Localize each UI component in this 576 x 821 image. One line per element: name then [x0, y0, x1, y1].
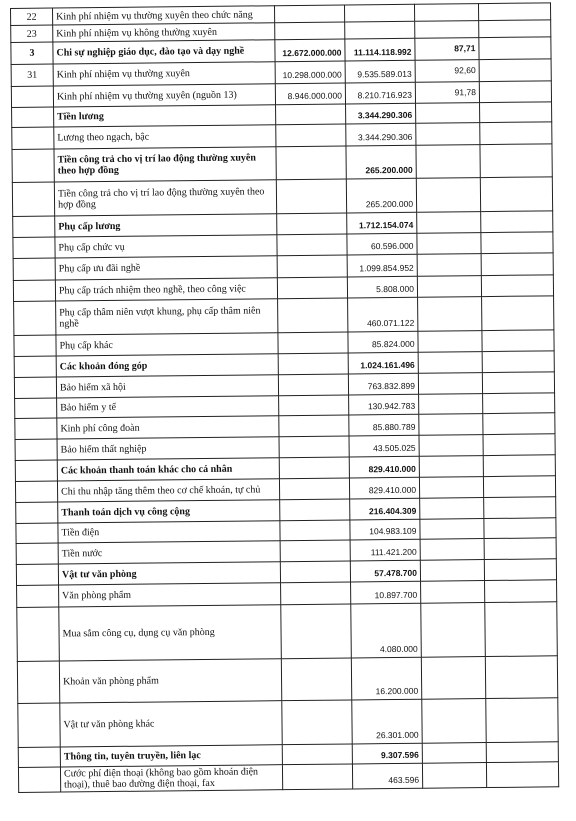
actual-amount: 11.114.118.992	[345, 38, 415, 61]
empty-cell	[484, 497, 556, 519]
row-number	[15, 418, 57, 439]
row-label: Văn phòng phẩm	[59, 583, 281, 607]
plan-amount	[277, 277, 347, 299]
empty-cell	[480, 144, 552, 178]
row-number	[15, 398, 57, 418]
actual-amount: 8.210.716.923	[345, 82, 415, 104]
actual-amount: 111.421.200	[350, 539, 420, 561]
empty-cell	[483, 476, 555, 498]
actual-amount: 26.301.000	[352, 699, 422, 744]
empty-cell	[479, 59, 551, 82]
row-label: Kinh phí nhiệm vụ thường xuyên	[53, 62, 275, 86]
row-number	[11, 86, 53, 107]
row-label: Phụ cấp ưu đãi nghề	[55, 256, 277, 280]
actual-amount	[345, 21, 415, 39]
empty-cell	[479, 20, 551, 38]
percent-value	[417, 233, 481, 255]
row-label: Khoản văn phòng phẩm	[59, 659, 281, 703]
plan-amount: 10.298.000.000	[275, 61, 345, 84]
percent-value	[414, 4, 478, 22]
row-number: 22	[11, 8, 53, 25]
table-row	[14, 296, 554, 336]
empty-cell	[486, 742, 558, 763]
percent-value	[420, 560, 484, 582]
empty-cell	[483, 393, 555, 414]
empty-cell	[481, 275, 553, 297]
row-label: Phụ cấp khác	[56, 333, 278, 356]
percent-value: 91,78	[415, 82, 479, 104]
row-label: Vật tư văn phòng	[58, 562, 280, 585]
actual-amount: 130.942.783	[349, 394, 419, 415]
actual-amount: 3.344.290.306	[346, 123, 416, 146]
row-number	[17, 607, 60, 661]
plan-amount	[277, 255, 347, 278]
row-label: Phụ cấp thâm niên vượt khung, phụ cấp thâm niên nghề	[56, 299, 278, 335]
empty-cell	[486, 698, 558, 743]
row-label: Bảo hiểm thất nghiệp	[57, 437, 279, 460]
row-label: Tiền nước	[58, 541, 280, 564]
empty-cell	[478, 3, 550, 21]
actual-amount: 3.344.290.306	[346, 103, 416, 124]
expenditure-table	[10, 2, 559, 793]
plan-amount	[276, 124, 346, 147]
row-number	[14, 335, 56, 356]
plan-amount	[278, 374, 348, 396]
percent-value	[415, 21, 479, 39]
plan-amount	[279, 436, 349, 458]
empty-cell	[482, 351, 554, 373]
row-number	[15, 439, 57, 460]
percent-value	[420, 498, 484, 520]
empty-cell	[482, 372, 554, 394]
percent-value	[419, 477, 483, 499]
empty-cell	[479, 37, 551, 60]
plan-amount	[282, 744, 352, 765]
percent-value	[416, 103, 480, 124]
actual-amount: 57.478.700	[350, 560, 420, 582]
table-body	[11, 3, 559, 793]
plan-amount	[280, 520, 350, 541]
empty-cell	[481, 253, 553, 276]
actual-amount: 763.832.899	[348, 373, 418, 395]
actual-amount: 1.099.854.952	[347, 254, 417, 277]
plan-amount: 8.946.000.000	[275, 83, 345, 105]
percent-value	[418, 373, 482, 395]
row-number	[18, 767, 60, 792]
actual-amount: 43.505.025	[349, 435, 419, 457]
row-label: Thông tin, tuyên truyền, liên lạc	[60, 745, 282, 767]
percent-value	[418, 297, 482, 332]
actual-amount: 9.535.589.013	[345, 60, 415, 83]
plan-amount	[281, 604, 352, 659]
empty-cell	[482, 330, 554, 352]
actual-amount: 85.824.000	[348, 331, 418, 353]
row-label: Bảo hiểm y tế	[57, 396, 279, 418]
empty-cell	[486, 762, 558, 788]
empty-cell	[485, 656, 557, 699]
plan-amount	[280, 540, 350, 562]
percent-value: 87,71	[415, 38, 479, 61]
actual-amount: 5.808.000	[347, 276, 417, 298]
row-label: Thanh toán dịch vụ công cộng	[58, 500, 280, 523]
plan-amount	[279, 457, 349, 479]
row-label: Kinh phí công đoàn	[57, 416, 279, 439]
row-label: Các khoản thanh toán khác cho cá nhân	[57, 458, 279, 481]
row-number	[17, 585, 59, 607]
row-label: Tiền lương	[54, 105, 276, 127]
empty-cell	[484, 538, 556, 560]
percent-value	[420, 539, 484, 561]
table-row	[17, 656, 557, 704]
row-number	[18, 703, 60, 747]
row-label: Phụ cấp lương	[55, 214, 277, 237]
table-row	[18, 762, 558, 793]
actual-amount: 829.410.000	[349, 477, 419, 499]
plan-amount	[276, 104, 346, 125]
percent-value	[422, 743, 486, 764]
row-number	[15, 481, 57, 502]
row-number	[14, 377, 56, 398]
plan-amount	[275, 22, 345, 40]
actual-amount: 1.024.161.496	[348, 352, 418, 374]
row-label: Phụ cấp trách nhiệm theo nghề, theo công việc	[55, 278, 277, 301]
row-label: Cước phí điện thoại (không bao gồm khoán điện thoại), thuê bao đường điện thoại, fax	[60, 765, 282, 792]
plan-amount	[280, 561, 350, 583]
empty-cell	[483, 434, 555, 456]
row-label: Tiền công trả cho vị trí lao động thường xuyên theo hợp đồng	[54, 180, 276, 216]
row-number: 3	[11, 42, 53, 64]
percent-value	[418, 352, 482, 374]
percent-value	[416, 145, 480, 179]
actual-amount: 85.880.789	[349, 414, 419, 436]
percent-value	[417, 254, 481, 277]
percent-value: 92,60	[415, 60, 479, 83]
actual-amount	[344, 4, 414, 22]
plan-amount	[278, 353, 348, 375]
row-number	[13, 258, 55, 280]
empty-cell	[483, 455, 555, 477]
row-label: Phụ cấp chức vụ	[55, 235, 277, 258]
plan-amount	[280, 499, 350, 521]
plan-amount	[276, 146, 346, 180]
plan-amount	[279, 395, 349, 416]
row-number: 31	[11, 64, 53, 86]
row-number	[12, 149, 54, 182]
row-number	[18, 747, 60, 767]
percent-value	[418, 331, 482, 353]
actual-amount: 265.200.000	[346, 178, 416, 213]
row-number	[12, 107, 54, 127]
plan-amount	[279, 478, 349, 500]
actual-amount: 216.404.309	[350, 498, 420, 520]
row-label: Bảo hiểm xã hội	[56, 375, 278, 398]
table-row	[18, 698, 558, 748]
row-number	[16, 543, 58, 564]
percent-value	[419, 394, 483, 415]
actual-amount: 463.596	[352, 763, 422, 789]
actual-amount: 16.200.000	[351, 657, 421, 700]
row-number	[16, 564, 58, 585]
table-row	[17, 602, 558, 662]
percent-value	[422, 699, 486, 744]
row-label: Tiền điện	[58, 521, 280, 543]
row-number	[16, 502, 58, 523]
percent-value	[419, 456, 483, 478]
percent-value	[422, 763, 486, 789]
percent-value	[419, 435, 483, 457]
actual-amount: 60.596.000	[347, 233, 417, 255]
row-label: Kinh phí nhiệm vụ không thường xuyên	[53, 23, 275, 42]
plan-amount	[274, 5, 344, 23]
plan-amount	[281, 582, 351, 605]
empty-cell	[485, 602, 558, 657]
row-label: Tiền công trả cho vị trí lao động thường xuyên theo hợp đồng	[54, 147, 276, 182]
plan-amount	[278, 298, 348, 333]
row-number	[13, 237, 55, 258]
empty-cell	[480, 122, 552, 145]
percent-value	[417, 212, 481, 234]
row-label: Các khoản đóng góp	[56, 354, 278, 377]
row-label: Kinh phí nhiệm vụ thường xuyên theo chức năng	[53, 6, 275, 25]
actual-amount: 10.897.700	[351, 581, 421, 604]
row-number	[13, 216, 55, 237]
percent-value	[416, 123, 480, 146]
table-row	[12, 177, 552, 217]
empty-cell	[484, 559, 556, 581]
row-label: Kinh phí nhiệm vụ thường xuyên (nguồn 13)	[53, 84, 275, 107]
plan-amount	[276, 179, 346, 214]
empty-cell	[485, 580, 557, 603]
row-number	[14, 356, 56, 377]
empty-cell	[484, 518, 556, 539]
row-number	[17, 661, 59, 703]
plan-amount: 12.672.000.000	[275, 39, 345, 62]
actual-amount: 829.410.000	[349, 456, 419, 478]
plan-amount	[282, 764, 352, 790]
percent-value	[416, 178, 480, 213]
row-number	[13, 280, 55, 301]
row-number: 23	[11, 25, 53, 42]
empty-cell	[481, 211, 553, 233]
actual-amount: 104.983.109	[350, 519, 420, 540]
percent-value	[417, 276, 481, 298]
empty-cell	[479, 81, 551, 103]
plan-amount	[277, 234, 347, 256]
row-number	[15, 460, 57, 481]
percent-value	[419, 414, 483, 436]
row-number	[16, 523, 58, 543]
row-number	[14, 301, 56, 335]
row-label: Chi sự nghiệp giáo dục, đào tạo và dạy nghề	[53, 40, 275, 64]
empty-cell	[482, 296, 554, 331]
empty-cell	[481, 232, 553, 254]
row-number	[12, 127, 54, 149]
actual-amount: 1.712.154.074	[347, 212, 417, 234]
plan-amount	[278, 332, 348, 354]
actual-amount: 460.071.122	[348, 297, 418, 332]
row-label: Mua sắm công cụ, dụng cụ văn phòng	[59, 605, 282, 661]
plan-amount	[279, 415, 349, 437]
actual-amount: 9.307.596	[352, 743, 422, 764]
empty-cell	[480, 177, 552, 212]
empty-cell	[483, 413, 555, 435]
plan-amount	[281, 658, 351, 701]
empty-cell	[480, 102, 552, 123]
row-label: Chi thu nhập tăng thêm theo cơ chế khoán, tự chủ	[57, 479, 279, 502]
percent-value	[421, 657, 485, 700]
row-label: Lương theo ngạch, bậc	[54, 125, 276, 149]
actual-amount: 265.200.000	[346, 145, 416, 179]
plan-amount	[277, 213, 347, 235]
row-number	[12, 182, 54, 216]
actual-amount: 4.080.000	[351, 603, 422, 658]
percent-value	[420, 519, 484, 540]
plan-amount	[282, 700, 352, 745]
percent-value	[421, 581, 485, 604]
row-label: Vật tư văn phòng khác	[60, 701, 282, 747]
percent-value	[421, 603, 486, 658]
